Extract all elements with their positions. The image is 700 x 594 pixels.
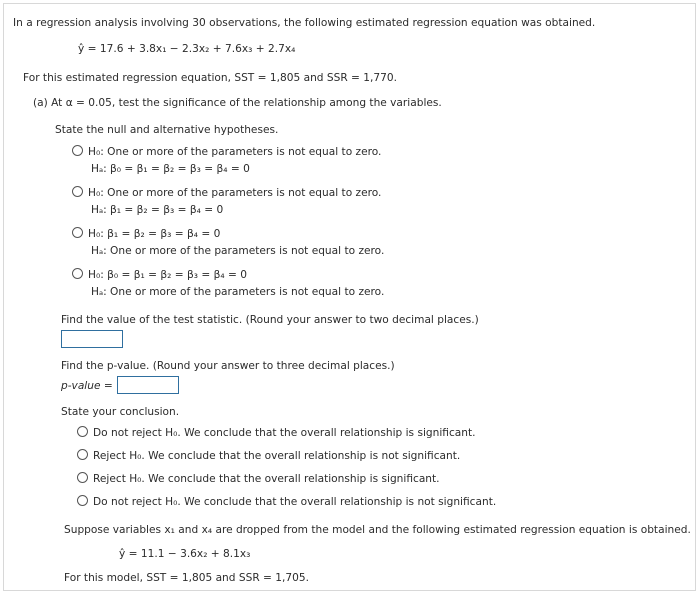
conclusion-option-3[interactable] xyxy=(77,472,440,485)
test-statistic-input[interactable] xyxy=(61,330,123,348)
hypothesis-ha: Hₐ: One or more of the parameters is not equal to zero. xyxy=(91,245,385,257)
radio-button[interactable] xyxy=(77,449,88,460)
radio-button[interactable] xyxy=(72,145,83,156)
pvalue-label: p-value = xyxy=(61,380,113,392)
radio-button[interactable] xyxy=(77,426,88,437)
sst-ssr-line-1: For this estimated regression equation, SST = 1,805 and SSR = 1,770. xyxy=(23,72,397,84)
hypothesis-h0: H₀: One or more of the parameters is not equal to zero. xyxy=(88,146,382,158)
hypothesis-h0: H₀: One or more of the parameters is not equal to zero. xyxy=(88,187,382,199)
conclusion-text: Do not reject H₀. We conclude that the overall relationship is significant. xyxy=(93,427,476,439)
radio-button[interactable] xyxy=(77,472,88,483)
conclusion-option-4[interactable] xyxy=(77,495,496,508)
intro-text: In a regression analysis involving 30 observations, the following estimated regression equation was obtained. xyxy=(13,17,596,29)
hypothesis-ha: Hₐ: One or more of the parameters is not equal to zero. xyxy=(91,286,385,298)
regression-equation-2: ŷ = 11.1 − 3.6x₂ + 8.1x₃ xyxy=(119,548,251,560)
hypothesis-option-1[interactable] xyxy=(72,145,381,158)
radio-button[interactable] xyxy=(77,495,88,506)
conclusion-text: Do not reject H₀. We conclude that the overall relationship is not significant. xyxy=(93,496,497,508)
conclusion-text: Reject H₀. We conclude that the overall relationship is not significant. xyxy=(93,450,461,462)
sst-ssr-line-2: For this model, SST = 1,805 and SSR = 1,705. xyxy=(64,572,309,584)
hypothesis-option-2[interactable] xyxy=(72,186,381,199)
hypothesis-h0: H₀: β₁ = β₂ = β₃ = β₄ = 0 xyxy=(88,228,221,240)
radio-button[interactable] xyxy=(72,227,83,238)
hypothesis-ha: Hₐ: β₀ = β₁ = β₂ = β₃ = β₄ = 0 xyxy=(91,163,250,175)
test-statistic-prompt: Find the value of the test statistic. (Round your answer to two decimal places.) xyxy=(61,314,479,326)
hypothesis-option-3[interactable] xyxy=(72,227,220,240)
hypothesis-option-4[interactable] xyxy=(72,268,247,281)
radio-button[interactable] xyxy=(72,268,83,279)
hypothesis-h0: H₀: β₀ = β₁ = β₂ = β₃ = β₄ = 0 xyxy=(88,269,247,281)
pvalue-prompt: Find the p-value. (Round your answer to three decimal places.) xyxy=(61,360,395,372)
conclusion-text: Reject H₀. We conclude that the overall relationship is significant. xyxy=(93,473,440,485)
conclusion-prompt: State your conclusion. xyxy=(61,406,180,418)
part-a-prompt: (a) At α = 0.05, test the significance of the relationship among the variables. xyxy=(33,97,442,109)
hypotheses-prompt: State the null and alternative hypotheses. xyxy=(55,124,279,136)
hypothesis-ha: Hₐ: β₁ = β₂ = β₃ = β₄ = 0 xyxy=(91,204,224,216)
regression-equation-1: ŷ = 17.6 + 3.8x₁ − 2.3x₂ + 7.6x₃ + 2.7x₄ xyxy=(78,43,296,55)
conclusion-option-2[interactable] xyxy=(77,449,460,462)
conclusion-option-1[interactable] xyxy=(77,426,476,439)
pvalue-input[interactable] xyxy=(117,376,179,394)
part-b-intro: Suppose variables x₁ and x₄ are dropped from the model and the following estimated regression equation is obtained. xyxy=(64,524,691,536)
radio-button[interactable] xyxy=(72,186,83,197)
